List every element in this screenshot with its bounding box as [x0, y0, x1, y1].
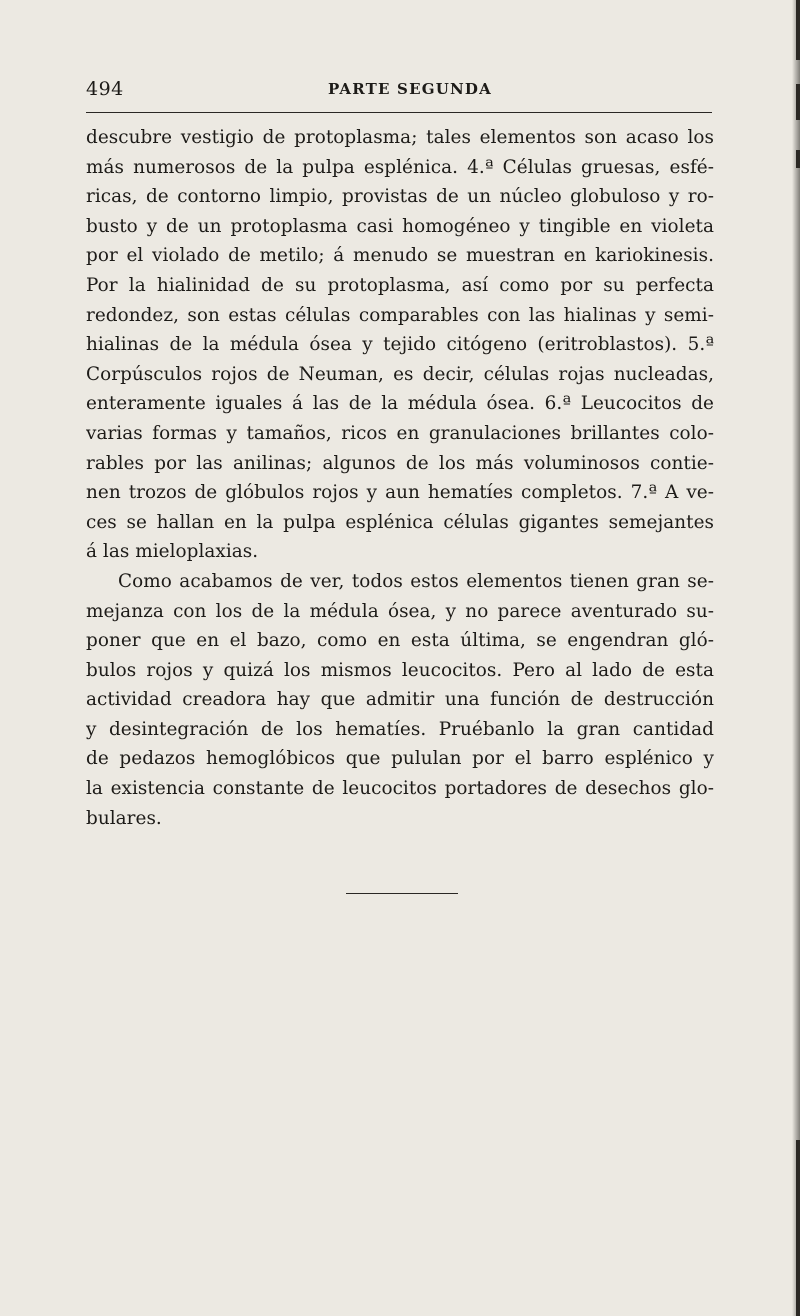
text-line: rables por las anilinas; algunos de los más voluminosos contie-: [86, 452, 714, 474]
text-line: la existencia constante de leucocitos portadores de desechos glo-: [86, 778, 714, 800]
text-line: bulos rojos y quizá los mismos leucocitos. Pero al lado de esta: [86, 659, 714, 681]
text-line: enteramente iguales á las de la médula ósea. 6.ª Leucocitos de: [86, 393, 714, 415]
text-line: bulares.: [86, 807, 162, 829]
page-edge-mark: [796, 150, 800, 168]
text-line: Como acabamos de ver, todos estos elementos tienen gran se-: [118, 570, 714, 592]
text-line: redondez, son estas células comparables con las hialinas y semi-: [86, 304, 714, 326]
paragraph-2: [86, 567, 714, 833]
text-line: actividad creadora hay que admitir una función de destrucción: [86, 689, 714, 711]
page-edge-mark: [796, 1140, 800, 1316]
text-line: á las mieloplaxias.: [86, 541, 259, 563]
end-rule: [346, 893, 458, 894]
text-line: mejanza con los de la médula ósea, y no parece aventurado su-: [86, 600, 714, 622]
text-line: ces se hallan en la pulpa esplénica células gigantes semejantes: [86, 511, 714, 533]
text-line: y desintegración de los hematíes. Pruébanlo la gran cantidad: [86, 718, 714, 740]
page-number: 494: [86, 78, 124, 100]
text-line: busto y de un protoplasma casi homogéneo y tingible en violeta: [86, 215, 714, 237]
text-line: descubre vestigio de protoplasma; tales elementos son acaso los: [86, 127, 714, 148]
text-line: Corpúsculos rojos de Neuman, es decir, células rojas nucleadas,: [86, 363, 714, 385]
text-line: varias formas y tamaños, ricos en granulaciones brillantes colo-: [86, 422, 714, 444]
text-line: ricas, de contorno limpio, provistas de un núcleo globuloso y ro-: [86, 186, 714, 208]
page-header: [86, 78, 711, 106]
text-line: poner que en el bazo, como en esta última, se engendran gló-: [86, 630, 714, 652]
header-rule: [86, 112, 712, 113]
body-text: [86, 123, 714, 833]
running-head: PARTE SEGUNDA: [328, 80, 492, 98]
page-edge-mark: [796, 0, 800, 60]
page-edge-mark: [796, 84, 800, 120]
text-line: Por la hialinidad de su protoplasma, así como por su perfecta: [86, 274, 714, 296]
page-edge-shadow: [792, 0, 800, 1316]
text-line: por el violado de metilo; á menudo se muestran en kariokinesis.: [86, 245, 714, 267]
text-line: nen trozos de glóbulos rojos y aun hematíes completos. 7.ª A ve-: [86, 482, 714, 504]
paragraph-1: [86, 123, 714, 567]
text-line: más numerosos de la pulpa esplénica. 4.ª Células gruesas, esfé-: [86, 156, 714, 178]
text-line: hialinas de la médula ósea y tejido citógeno (eritroblastos). 5.ª: [86, 334, 714, 356]
text-line: de pedazos hemoglóbicos que pululan por el barro esplénico y: [86, 748, 714, 770]
